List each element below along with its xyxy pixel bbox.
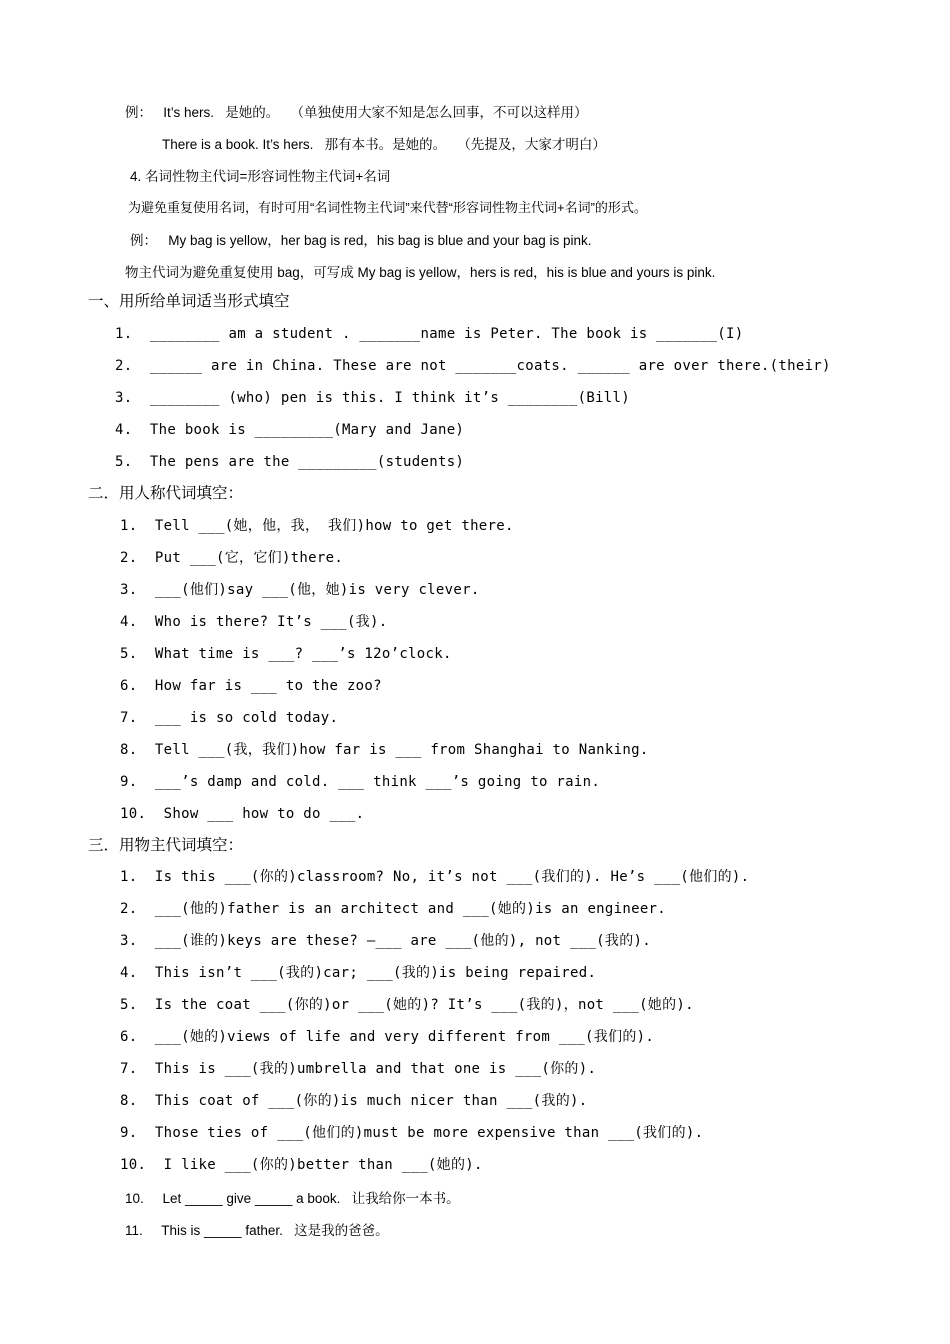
exercise-item: 2. ___(他的)father is an architect and ___(她的)is an engineer. xyxy=(120,901,667,917)
exercise-item: 10. Show ___ how to do ___. xyxy=(120,806,365,822)
example-line-3: 例： My bag is yellow，her bag is red，his bag is blue and your bag is pink. xyxy=(130,233,592,248)
rule-4-heading: 4. 名词性物主代词=形容词性物主代词+名词 xyxy=(130,169,391,184)
exercise-item: 4. This isn’t ___(我的)car; ___(我的)is being repaired. xyxy=(120,965,597,981)
exercise-item: 5. Is the coat ___(你的)or ___(她的)? It’s ___(我的)，not ___(她的). xyxy=(120,997,694,1013)
exercise-item: 1. ________ am a student . _______name is Peter. The book is _______(I) xyxy=(115,326,744,342)
exercise-item: 7. This is ___(我的)umbrella and that one is ___(你的). xyxy=(120,1061,597,1077)
exercise-item: 2. Put ___(它，它们)there. xyxy=(120,550,344,566)
exercise-item: 2. ______ are in China. These are not _______coats. ______ are over there.(their) xyxy=(115,358,831,374)
exercise-item: 5. What time is ___? ___’s 12o’clock. xyxy=(120,646,452,662)
exercise-item: 6. ___(她的)views of life and very different from ___(我们的). xyxy=(120,1029,655,1045)
exercise-item: 9. ___’s damp and cold. ___ think ___’s going to rain. xyxy=(120,774,601,790)
exercise-item: 10. Let _____ give _____ a book. 让我给你一本书。 xyxy=(125,1191,460,1206)
example-line-2: There is a book. It’s hers. 那有本书。是她的。 （先提及，大家才明白） xyxy=(162,137,606,152)
section-1-title: 一、用所给单词适当形式填空 xyxy=(88,292,290,310)
section-3-title: 三．用物主代词填空： xyxy=(88,836,244,854)
exercise-item: 11. This is _____ father. 这是我的爸爸。 xyxy=(125,1223,389,1238)
exercise-item: 1. Is this ___(你的)classroom? No, it’s not ___(我们的). He’s ___(他们的). xyxy=(120,869,750,885)
exercise-item: 4. Who is there? It’s ___(我). xyxy=(120,614,388,630)
exercise-item: 5. The pens are the _________(students) xyxy=(115,454,465,470)
exercise-item: 8. Tell ___(我，我们)how far is ___ from Shanghai to Nanking. xyxy=(120,742,649,758)
exercise-item: 8. This coat of ___(你的)is much nicer than ___(我的). xyxy=(120,1093,588,1109)
example-line-4: 物主代词为避免重复使用 bag，可写成 My bag is yellow，hers is red，his is blue and yours is pink. xyxy=(125,265,716,280)
exercise-item: 1. Tell ___(她，他，我， 我们)how to get there. xyxy=(120,518,514,534)
exercise-item: 6. How far is ___ to the zoo? xyxy=(120,678,382,694)
exercise-item: 9. Those ties of ___(他们的)must be more expensive than ___(我们的). xyxy=(120,1125,704,1141)
exercise-item: 3. ___(他们)say ___(他，她)is very clever. xyxy=(120,582,480,598)
example-line-1: 例： It’s hers. 是她的。 （单独使用大家不知是怎么回事，不可以这样用） xyxy=(125,105,588,120)
exercise-item: 7. ___ is so cold today. xyxy=(120,710,339,726)
exercise-item: 3. ________ (who) pen is this. I think it’s ________(Bill) xyxy=(115,390,630,406)
exercise-item: 10. I like ___(你的)better than ___(她的). xyxy=(120,1157,483,1173)
exercise-item: 3. ___(谁的)keys are these? —___ are ___(他的), not ___(我的). xyxy=(120,933,651,949)
exercise-item: 4. The book is _________(Mary and Jane) xyxy=(115,422,465,438)
rule-4-description: 为避免重复使用名词，有时可用“名词性物主代词”来代替“形容词性物主代词+名词”的形式。 xyxy=(128,200,647,215)
section-2-title: 二．用人称代词填空： xyxy=(88,484,244,502)
